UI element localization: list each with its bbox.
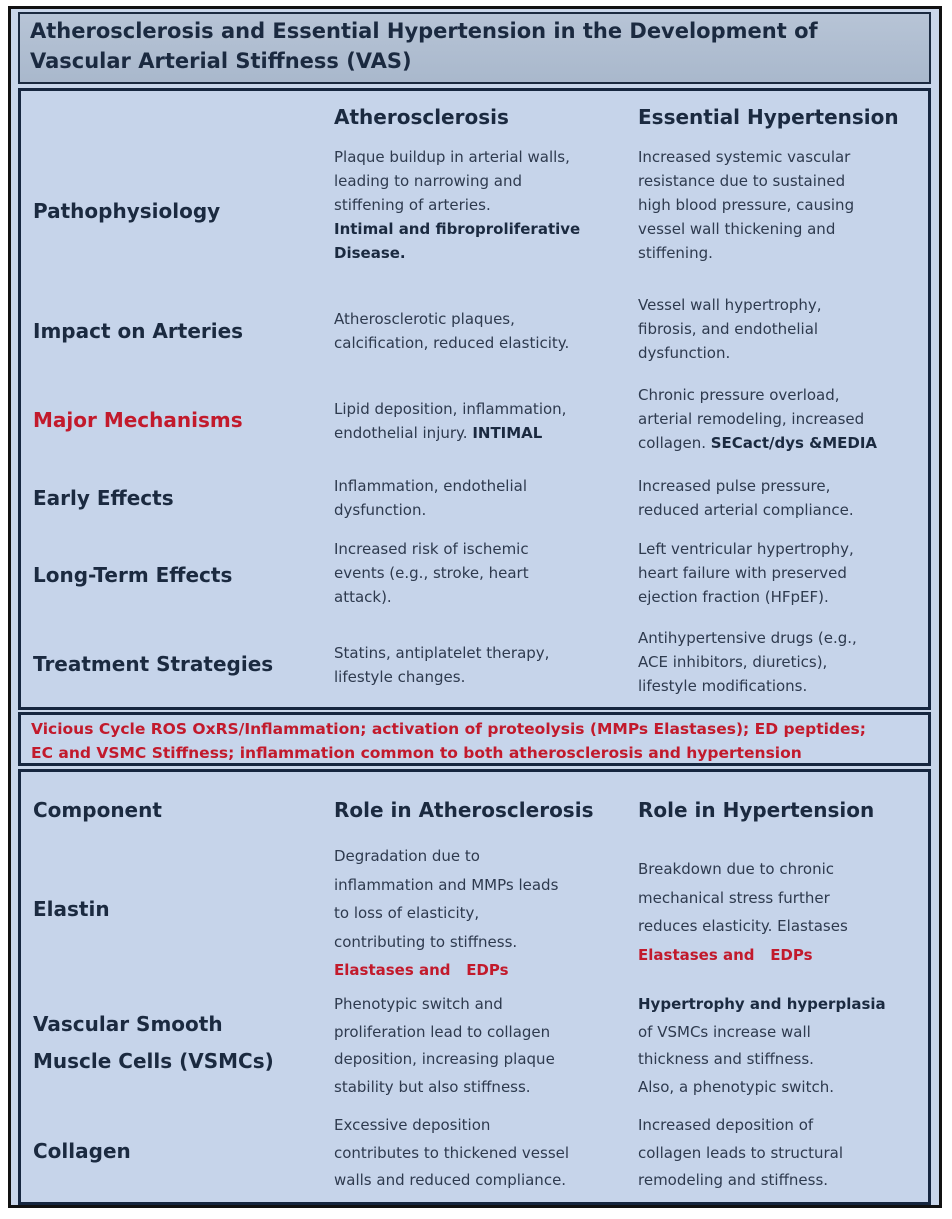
line: dysfunction.: [334, 501, 427, 519]
row-label-treatment: Treatment Strategies: [33, 652, 274, 676]
line: heart failure with preserved: [638, 564, 847, 582]
line: Chronic pressure overload,: [638, 386, 840, 404]
cell-longterm-ath: [334, 537, 634, 609]
cell-early-hyp: [638, 474, 928, 522]
line-red: Elastases and EDPs: [334, 961, 509, 979]
line: Left ventricular hypertrophy,: [638, 540, 854, 558]
cell-elastin-ath: [334, 842, 634, 985]
line: reduces elasticity. Elastases: [638, 917, 848, 935]
line: fibrosis, and endothelial: [638, 320, 819, 338]
cell-early-ath: [334, 474, 634, 522]
cell-impact-ath: [334, 307, 634, 355]
line: contributes to thickened vessel: [334, 1143, 570, 1162]
line: Breakdown due to chronic: [638, 860, 835, 878]
line: stiffening of arteries.: [334, 196, 491, 214]
line: Inflammation, endothelial: [334, 477, 528, 495]
cell-pathophysiology-ath: [334, 145, 634, 265]
component-table: [18, 769, 931, 1205]
line: arterial remodeling, increased: [638, 410, 865, 428]
cell-vsmc-ath: [334, 991, 634, 1101]
line: Lipid deposition, inflammation,: [334, 400, 567, 418]
row-label-mechanisms: Major Mechanisms: [33, 408, 243, 432]
title-bar: [18, 12, 931, 84]
line: lifestyle changes.: [334, 668, 466, 686]
line: calcification, reduced elasticity.: [334, 334, 570, 352]
cell-collagen-hyp: [638, 1112, 928, 1195]
line: Phenotypic switch and: [334, 995, 503, 1013]
cell-mechanisms-hyp: [638, 383, 933, 455]
line-red: Elastases and EDPs: [638, 945, 813, 964]
cell-treatment-ath: [334, 641, 634, 689]
line: to loss of elasticity,: [334, 904, 480, 922]
row-label-pathophysiology: Pathophysiology: [33, 199, 221, 223]
cell-vsmc-hyp: [638, 991, 928, 1101]
cell-longterm-hyp: [638, 537, 928, 609]
line: Degradation due to: [334, 847, 480, 865]
line: Statins, antiplatelet therapy,: [334, 644, 550, 662]
line: ejection fraction (HFpEF).: [638, 588, 829, 606]
line: attack).: [334, 588, 392, 606]
vicious-cycle-banner: [18, 712, 931, 766]
line: reduced arterial compliance.: [638, 501, 854, 519]
line: leading to narrowing and: [334, 172, 522, 190]
line: Increased pulse pressure,: [638, 477, 831, 495]
row-label-vsmc: [33, 1006, 274, 1080]
header-hypertension: Essential Hypertension: [638, 105, 899, 129]
line: of VSMCs increase wall: [638, 1022, 811, 1041]
line: Antihypertensive drugs (e.g.,: [638, 629, 857, 647]
line: Excessive deposition: [334, 1116, 491, 1134]
row-label-collagen: Collagen: [33, 1139, 131, 1163]
cell-elastin-hyp: [638, 855, 928, 969]
line: high blood pressure, causing: [638, 196, 855, 214]
line: resistance due to sustained: [638, 172, 846, 190]
row-label-longterm: Long-Term Effects: [33, 563, 233, 587]
page-title: [30, 16, 920, 76]
line: remodeling and stiffness.: [638, 1171, 829, 1189]
line: contributing to stiffness.: [334, 932, 518, 951]
line: proliferation lead to collagen: [334, 1022, 551, 1041]
line: events (e.g., stroke, heart: [334, 564, 529, 582]
banner-line-1: Vicious Cycle ROS OxRS/Inflammation; activation of proteolysis (MMPs Elastases); ED peptides;: [31, 720, 866, 738]
line-bold: Disease.: [334, 244, 406, 262]
line-bold: Hypertrophy and hyperplasia: [638, 995, 886, 1013]
line: Also, a phenotypic switch.: [638, 1077, 834, 1096]
cell-mechanisms-ath: [334, 397, 634, 445]
row-label-early: Early Effects: [33, 486, 174, 510]
line: dysfunction.: [638, 344, 731, 362]
line: lifestyle modifications.: [638, 677, 808, 695]
label-line: Vascular Smooth: [33, 1012, 223, 1036]
line: [334, 421, 634, 445]
text: collagen.: [638, 434, 711, 452]
line: ACE inhibitors, diuretics),: [638, 653, 828, 671]
banner-line-2: EC and VSMC Stiffness; inflammation common to both atherosclerosis and hypertension: [31, 744, 802, 762]
text-bold: SECact/dys &MEDIA: [710, 434, 878, 452]
line: stability but also stiffness.: [334, 1077, 531, 1096]
row-label-impact: Impact on Arteries: [33, 319, 244, 343]
header-component: Component: [33, 798, 162, 822]
title-line-2: Vascular Arterial Stiffness (VAS): [30, 49, 412, 73]
line: Plaque buildup in arterial walls,: [334, 148, 570, 166]
cell-pathophysiology-hyp: [638, 145, 928, 265]
row-label-elastin: Elastin: [33, 897, 110, 921]
header-role-atherosclerosis: Role in Atherosclerosis: [334, 798, 594, 822]
text: endothelial injury.: [334, 424, 473, 442]
line: collagen leads to structural: [638, 1143, 844, 1162]
title-line-1: Atherosclerosis and Essential Hypertension in the Development of: [30, 19, 818, 43]
line: vessel wall thickening and: [638, 220, 836, 238]
line: Increased deposition of: [638, 1116, 814, 1134]
label-line: Muscle Cells (VSMCs): [33, 1049, 274, 1073]
comparison-table: [18, 88, 931, 710]
line: Atherosclerotic plaques,: [334, 310, 515, 328]
line: Increased risk of ischemic: [334, 540, 529, 558]
line: Vessel wall hypertrophy,: [638, 296, 822, 314]
line: [638, 431, 933, 455]
line: mechanical stress further: [638, 888, 830, 907]
line-bold: Intimal and fibroproliferative: [334, 220, 581, 238]
text-bold: INTIMAL: [472, 424, 543, 442]
line: inflammation and MMPs leads: [334, 875, 559, 894]
cell-treatment-hyp: [638, 626, 928, 698]
line: stiffening.: [638, 244, 713, 262]
cell-collagen-ath: [334, 1112, 634, 1195]
line: walls and reduced compliance.: [334, 1171, 567, 1189]
cell-impact-hyp: [638, 293, 928, 365]
header-atherosclerosis: Atherosclerosis: [334, 105, 509, 129]
line: Increased systemic vascular: [638, 148, 851, 166]
header-role-hypertension: Role in Hypertension: [638, 798, 875, 822]
line: deposition, increasing plaque: [334, 1050, 555, 1068]
line: thickness and stiffness.: [638, 1050, 814, 1068]
